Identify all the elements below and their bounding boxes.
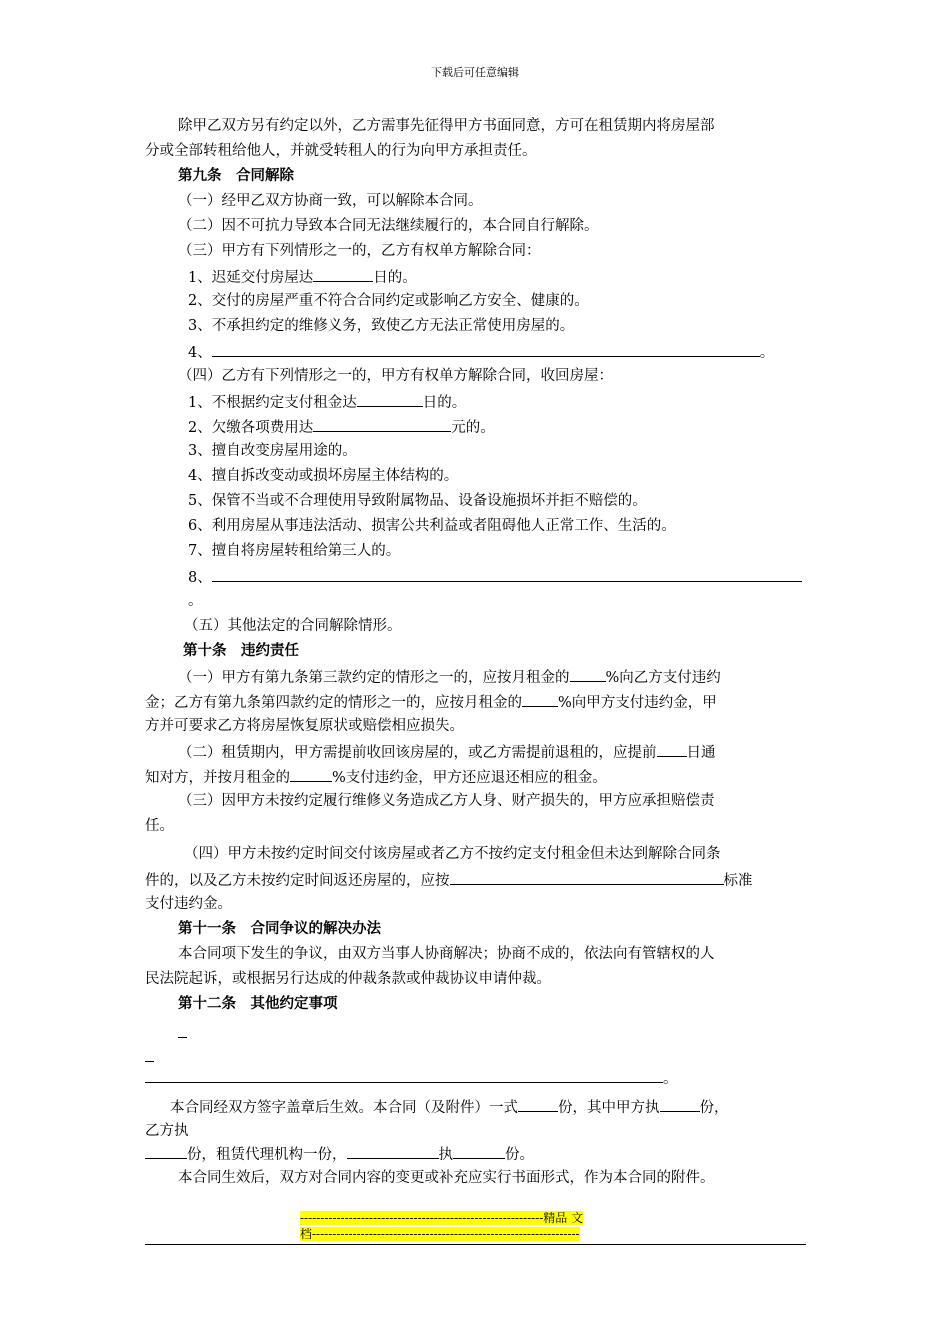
art10-p4-line3: 支付违约金。 [145,896,232,912]
text: 1、迟延交付房屋达 [188,270,314,286]
art9-item-4-1 [188,391,466,413]
footer-highlight: 档------------------------------------------------------------------ [300,1227,580,1241]
blank-field[interactable] [518,1096,558,1112]
art11-line2: 民法院起诉，或根据另行达成的仲裁条款或仲裁协议申请仲裁。 [145,971,551,987]
text: 份， [699,1100,729,1116]
art10-p1-line1 [178,666,721,688]
text: 执 [438,1147,453,1163]
text: 。 [663,1071,678,1087]
art9-item-2: （二）因不可抗力导致本合同无法继续履行的，本合同自行解除。 [178,218,599,234]
art10-p1-line3: 方并可要求乙方将房屋恢复原状或赔偿相应损失。 [145,718,464,734]
blank-field[interactable] [657,741,687,757]
footer-highlight: ------------------------------------------------------------精品 文 [300,1211,584,1225]
blank-field[interactable] [450,869,724,885]
blank-field[interactable] [212,566,802,582]
article-11-title: 第十一条 合同争议的解决办法 [178,920,381,937]
article-12-title: 第十二条 其他约定事项 [178,995,338,1012]
art9-item-4-2 [188,416,495,438]
blank-field[interactable] [357,391,423,407]
blank-field[interactable] [145,1046,154,1062]
art9-item-4-5: 5、保管不当或不合理使用导致附属物品、设备设施损坏并拒不赔偿的。 [188,493,647,509]
blank-field[interactable] [347,1143,439,1159]
text: 日通 [686,745,716,761]
art10-p3-line1: （三）因甲方未按约定履行维修义务造成乙方人身、财产损失的，甲方应承担赔偿责 [178,793,715,809]
footer-line-1 [300,1210,583,1226]
text: %向乙方支付违约 [605,670,721,686]
blank-field[interactable] [212,341,760,357]
text: 金；乙方有第九条第四款约定的情形之一的，应按月租金的 [145,695,522,711]
art9-item-3-4 [188,341,774,363]
art9-item-4: （四）乙方有下列情形之一的，甲方有权单方解除合同，收回房屋： [178,368,613,384]
art9-item-4-3: 3、擅自改变房屋用途的。 [188,443,357,459]
art9-item-3-1 [188,266,417,288]
art9-item-4-8 [188,566,802,588]
art9-item-4-7: 7、擅自将房屋转租给第三人的。 [188,543,401,559]
blank-field[interactable] [145,1143,187,1159]
art10-p4-line1: （四）甲方未按约定时间交付该房屋或者乙方不按约定支付租金但未达到解除合同条 [184,846,721,862]
closing-line1 [170,1096,729,1118]
footer-line-2 [300,1226,580,1242]
closing-line3 [145,1143,534,1165]
art12-blank-line [145,1067,678,1089]
art9-item-4-4: 4、擅自拆改变动或损坏房屋主体结构的。 [188,468,459,484]
art9-item-5: （五）其他法定的合同解除情形。 [184,618,402,634]
text: 日的。 [422,395,467,411]
blank-field[interactable] [313,416,451,432]
text: 份。 [505,1147,534,1163]
art9-item-1: （一）经甲乙双方协商一致，可以解除本合同。 [178,193,483,209]
text: （一）甲方有第九条第三款约定的情形之一的，应按月租金的 [178,670,570,686]
art9-item-3: （三）甲方有下列情形之一的，乙方有权单方解除合同： [178,243,541,259]
text: 4、 [188,345,212,361]
text: 本合同经双方签字盖章后生效。本合同（及附件）一式 [170,1100,518,1116]
art9-item-3-2: 2、交付的房屋严重不符合合同约定或影响乙方安全、健康的。 [188,293,589,309]
text: 1、不根据约定支付租金达 [188,395,357,411]
art10-p4-line2 [145,869,753,891]
text: 份，租赁代理机构一份， [187,1147,347,1163]
blank-field[interactable] [145,1067,663,1083]
text: %向甲方支付违约金，甲 [558,695,717,711]
art10-p1-line2 [145,691,717,713]
text: 8、 [188,570,212,586]
text: 知对方，并按月租金的 [145,770,290,786]
blank-field[interactable] [313,266,373,282]
article-9-title: 第九条 合同解除 [178,167,294,184]
art9-item-4-8-end: 。 [188,593,203,609]
text: 2、欠缴各项费用达 [188,420,314,436]
text: 份，其中甲方执 [558,1100,660,1116]
art10-p2-line2 [145,766,607,788]
art11-line1: 本合同项下发生的争议，由双方当事人协商解决；协商不成的，依法向有管辖权的人 [178,946,715,962]
art10-p3-line2: 任。 [145,818,174,834]
blank-field[interactable] [570,666,606,682]
text: 标准 [723,873,753,889]
sublease-line-2: 分或全部转租给他人，并就受转租人的行为向甲方承担责任。 [145,143,537,159]
text: 日的。 [373,270,417,286]
closing-line2: 乙方执 [145,1123,189,1139]
text: %支付违约金，甲方还应退还相应的租金。 [332,770,607,786]
page-header: 下载后可任意编辑 [431,66,519,79]
blank-field[interactable] [660,1096,700,1112]
text: 元的。 [451,420,495,436]
text: 件的，以及乙方未按约定时间返还房屋的，应按 [145,873,450,889]
blank-field[interactable] [453,1143,505,1159]
sublease-line-1: 除甲乙双方另有约定以外，乙方需事先征得甲方书面同意，方可在租赁期内将房屋部 [178,118,715,134]
text: 。 [759,345,775,361]
text: （二）租赁期内，甲方需提前收回该房屋的，或乙方需提前退租的，应提前 [178,745,657,761]
blank-field[interactable] [178,1022,187,1038]
art9-item-4-6: 6、利用房屋从事违法活动、损害公共利益或者阻碍他人正常工作、生活的。 [188,518,676,534]
art9-item-3-3: 3、不承担约定的维修义务，致使乙方无法正常使用房屋的。 [188,318,575,334]
blank-field[interactable] [522,691,558,707]
art10-p2-line1 [178,741,716,763]
article-10-title: 第十条 违约责任 [183,642,299,659]
blank-field[interactable] [290,766,332,782]
closing-line4: 本合同生效后，双方对合同内容的变更或补充应实行书面形式，作为本合同的附件。 [178,1170,715,1186]
footer-rule [145,1244,806,1245]
